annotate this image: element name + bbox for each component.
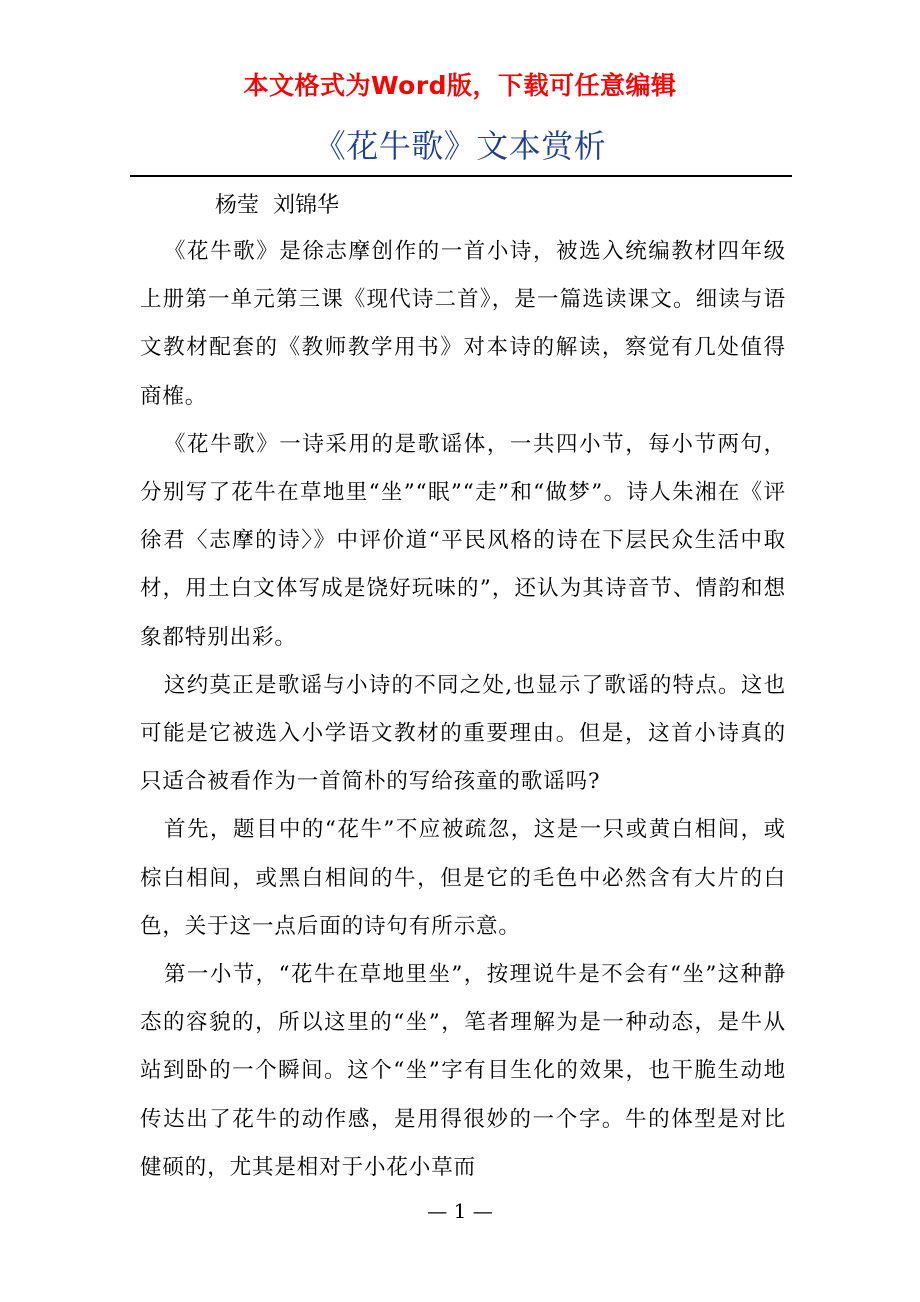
paragraph-4: 首先，题目中的“花牛”不应被疏忽，这是一只或黄白相间，或棕白相间，或黑白相间的牛，但是它的毛色中必然含有大片的白色，关于这一点后面的诗句有所示意。 [140, 817, 786, 939]
paragraph-3: 这约莫正是歌谣与小诗的不同之处,也显示了歌谣的特点。这也可能是它被选入小学语文教材的重要理由。但是，这首小诗真的只适合被看作为一首简朴的写给孩童的歌谣吗? [140, 672, 786, 795]
paragraph-2: 《花牛歌》一诗采用的是歌谣体，一共四小节，每小节两句，分别写了花牛在草地里“坐”“眠”“走”和“做梦”。诗人朱湘在《评徐君〈志摩的诗〉》中评价道“平民风格的诗在下层民众生活中取材，用土白文体写成是饶好玩味的”，还认为其诗音节、情韵和想象都特别出彩。 [140, 431, 786, 650]
authors-line: 杨莹 刘锦华 [215, 193, 339, 218]
page-number: — 1 — [427, 1199, 493, 1223]
document-title: 《花牛歌》文本赏析 [313, 127, 607, 165]
paragraph-1: 《花牛歌》是徐志摩创作的一首小诗，被选入统编教材四年级上册第一单元第三课《现代诗二首》，是一篇选读课文。细读与语文教材配套的《教师教学用书》对本诗的解读，察觉有几处值得商榷。 [140, 239, 786, 409]
paragraph-5: 第一小节，“花牛在草地里坐”，按理说牛是不会有“坐”这种静态的容貌的，所以这里的“坐”，笔者理解为是一种动态，是牛从站到卧的一个瞬间。这个“坐”字有目生化的效果，也干脆生动地传达出了花牛的动作感，是用得很妙的一个字。牛的体型是对比健硕的，尤其是相对于小花小草而 [140, 962, 786, 1180]
title-divider [130, 175, 792, 177]
body-text [140, 228, 786, 1276]
word-format-banner: 本文格式为Word版，下载可任意编辑 [243, 71, 677, 100]
